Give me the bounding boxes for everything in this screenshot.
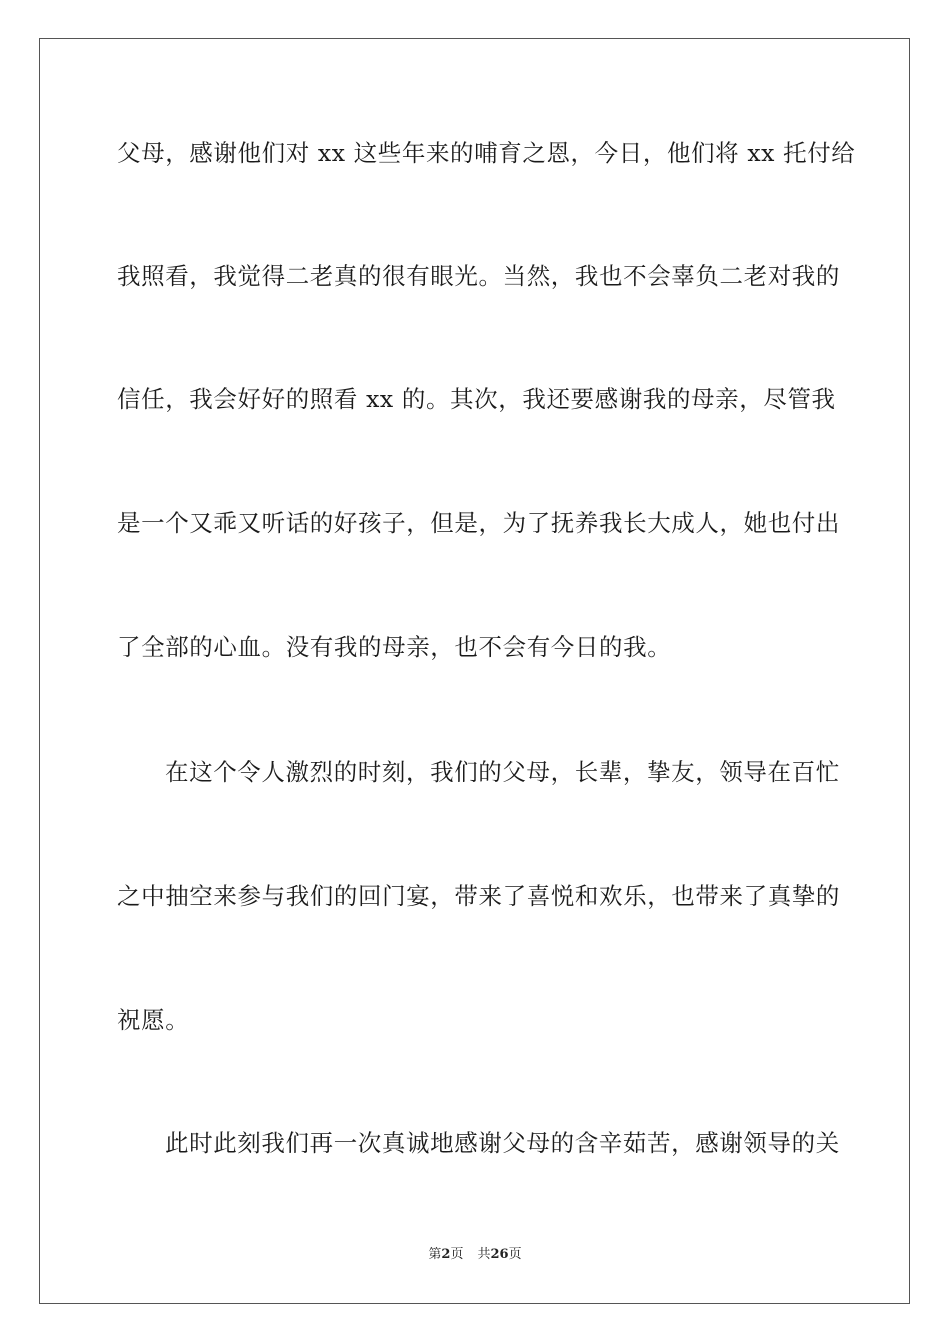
- body-line-1: 父母，感谢他们对 xx 这些年来的哺育之恩，今日，他们将 xx 托付给: [117, 139, 856, 167]
- footer-total-suffix: 页: [508, 1247, 522, 1262]
- page-border: [39, 38, 910, 1304]
- footer-page-suffix: 页: [450, 1247, 464, 1262]
- body-line-4: 是一个又乖又听话的好孩子，但是，为了抚养我长大成人，她也付出: [117, 509, 840, 537]
- body-line-7: 之中抽空来参与我们的回门宴，带来了喜悦和欢乐，也带来了真挚的: [117, 882, 840, 910]
- body-line-8: 祝愿。: [117, 1006, 190, 1034]
- page-footer: [0, 1246, 950, 1264]
- body-line-5: 了全部的心血。没有我的母亲，也不会有今日的我。: [117, 633, 672, 661]
- body-line-2: 我照看，我觉得二老真的很有眼光。当然，我也不会辜负二老对我的: [117, 262, 840, 290]
- footer-total-prefix: 共: [477, 1247, 491, 1262]
- body-line-6: 在这个令人激烈的时刻，我们的父母，长辈，挚友，领导在百忙: [165, 758, 840, 786]
- footer-total-number: 26: [490, 1247, 509, 1262]
- body-line-3: 信任，我会好好的照看 xx 的。其次，我还要感谢我的母亲，尽管我: [117, 385, 836, 413]
- footer-page-number: 2: [441, 1247, 451, 1262]
- footer-page-prefix: 第: [428, 1247, 442, 1262]
- body-line-9: 此时此刻我们再一次真诚地感谢父母的含辛茹苦，感谢领导的关: [165, 1129, 840, 1157]
